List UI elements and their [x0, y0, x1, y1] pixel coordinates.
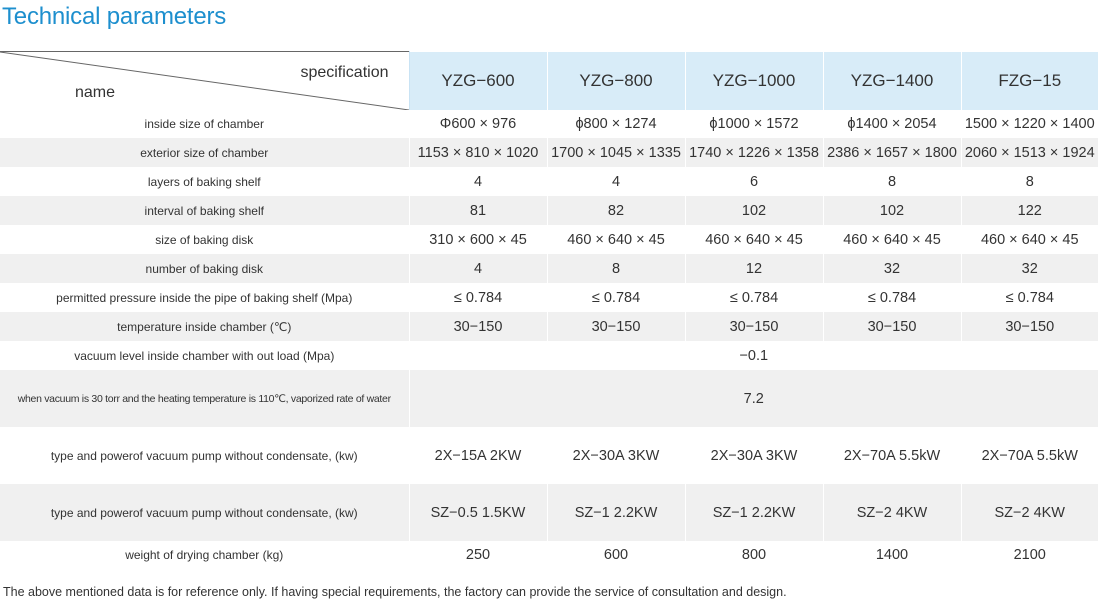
cell-value: SZ−1 2.2KW	[685, 484, 823, 541]
header-corner-cell	[0, 52, 409, 111]
cell-value: 310 × 600 × 45	[409, 225, 547, 254]
table-row	[0, 484, 1098, 541]
cell-value: 30−150	[961, 312, 1098, 341]
row-label: type and powerof vacuum pump without condensate, (kw)	[0, 484, 409, 541]
cell-value: ≤ 0.784	[409, 283, 547, 312]
cell-value: Φ600 × 976	[409, 110, 547, 138]
cell-value: 122	[961, 196, 1098, 225]
row-label: size of baking disk	[0, 225, 409, 254]
cell-value: 32	[823, 254, 961, 283]
cell-value: 82	[547, 196, 685, 225]
cell-value: 30−150	[823, 312, 961, 341]
row-label: layers of baking shelf	[0, 167, 409, 196]
table-row	[0, 370, 1098, 427]
technical-parameters-table	[0, 51, 1098, 569]
cell-value: 8	[961, 167, 1098, 196]
cell-value: 30−150	[685, 312, 823, 341]
row-label: number of baking disk	[0, 254, 409, 283]
cell-value: 2386 × 1657 × 1800	[823, 138, 961, 167]
row-label: interval of baking shelf	[0, 196, 409, 225]
model-header: FZG−15	[961, 52, 1098, 111]
cell-value: 1153 × 810 × 1020	[409, 138, 547, 167]
table-row	[0, 110, 1098, 138]
cell-value: 2X−70A 5.5kW	[961, 427, 1098, 484]
cell-value: 2060 × 1513 × 1924	[961, 138, 1098, 167]
table-row	[0, 254, 1098, 283]
cell-value: 102	[685, 196, 823, 225]
merged-cell-value: −0.1	[409, 341, 1098, 370]
row-label: inside size of chamber	[0, 110, 409, 138]
cell-value: 460 × 640 × 45	[547, 225, 685, 254]
row-label: type and powerof vacuum pump without condensate, (kw)	[0, 427, 409, 484]
table-row	[0, 541, 1098, 569]
cell-value: SZ−2 4KW	[823, 484, 961, 541]
cell-value: 2X−30A 3KW	[685, 427, 823, 484]
cell-value: 1400	[823, 541, 961, 569]
name-label: name	[75, 84, 116, 101]
cell-value: 460 × 640 × 45	[685, 225, 823, 254]
page-title: Technical parameters	[2, 3, 227, 30]
model-header: YZG−1400	[823, 52, 961, 111]
cell-value: 12	[685, 254, 823, 283]
row-label: weight of drying chamber (kg)	[0, 541, 409, 569]
cell-value: 4	[409, 254, 547, 283]
table-row	[0, 138, 1098, 167]
table-row	[0, 312, 1098, 341]
cell-value: 81	[409, 196, 547, 225]
cell-value: 6	[685, 167, 823, 196]
cell-value: ≤ 0.784	[961, 283, 1098, 312]
cell-value: 4	[409, 167, 547, 196]
table-row	[0, 283, 1098, 312]
cell-value: 1740 × 1226 × 1358	[685, 138, 823, 167]
row-label: when vacuum is 30 torr and the heating temperature is 110℃, vaporized rate of water	[0, 370, 409, 427]
cell-value: ϕ1000 × 1572	[685, 110, 823, 138]
cell-value: 250	[409, 541, 547, 569]
cell-value: 2X−15A 2KW	[409, 427, 547, 484]
cell-value: 800	[685, 541, 823, 569]
cell-value: 102	[823, 196, 961, 225]
model-header: YZG−1000	[685, 52, 823, 111]
cell-value: 30−150	[409, 312, 547, 341]
cell-value: 30−150	[547, 312, 685, 341]
table-row	[0, 225, 1098, 254]
row-label: temperature inside chamber (℃)	[0, 312, 409, 341]
table-row	[0, 427, 1098, 484]
row-label: vacuum level inside chamber with out load (Mpa)	[0, 341, 409, 370]
cell-value: ϕ800 × 1274	[547, 110, 685, 138]
table-row	[0, 167, 1098, 196]
cell-value: 4	[547, 167, 685, 196]
cell-value: 32	[961, 254, 1098, 283]
model-header: YZG−800	[547, 52, 685, 111]
cell-value: ≤ 0.784	[547, 283, 685, 312]
cell-value: 1500 × 1220 × 1400	[961, 110, 1098, 138]
specification-label: specification	[300, 64, 389, 81]
cell-value: 600	[547, 541, 685, 569]
model-header: YZG−600	[409, 52, 547, 111]
row-label: exterior size of chamber	[0, 138, 409, 167]
cell-value: ≤ 0.784	[685, 283, 823, 312]
merged-cell-value: 7.2	[409, 370, 1098, 427]
table-row	[0, 196, 1098, 225]
cell-value: 2X−30A 3KW	[547, 427, 685, 484]
table-header-row	[0, 52, 1098, 111]
cell-value: 2X−70A 5.5kW	[823, 427, 961, 484]
cell-value: SZ−2 4KW	[961, 484, 1098, 541]
footnote: The above mentioned data is for reference only. If having special requirements, the factory can provide the service of consultation and design.	[3, 585, 787, 599]
cell-value: SZ−1 2.2KW	[547, 484, 685, 541]
cell-value: ≤ 0.784	[823, 283, 961, 312]
table-row	[0, 341, 1098, 370]
cell-value: 460 × 640 × 45	[823, 225, 961, 254]
cell-value: 460 × 640 × 45	[961, 225, 1098, 254]
cell-value: ϕ1400 × 2054	[823, 110, 961, 138]
cell-value: 1700 × 1045 × 1335	[547, 138, 685, 167]
cell-value: SZ−0.5 1.5KW	[409, 484, 547, 541]
row-label: permitted pressure inside the pipe of baking shelf (Mpa)	[0, 283, 409, 312]
cell-value: 2100	[961, 541, 1098, 569]
cell-value: 8	[823, 167, 961, 196]
cell-value: 8	[547, 254, 685, 283]
